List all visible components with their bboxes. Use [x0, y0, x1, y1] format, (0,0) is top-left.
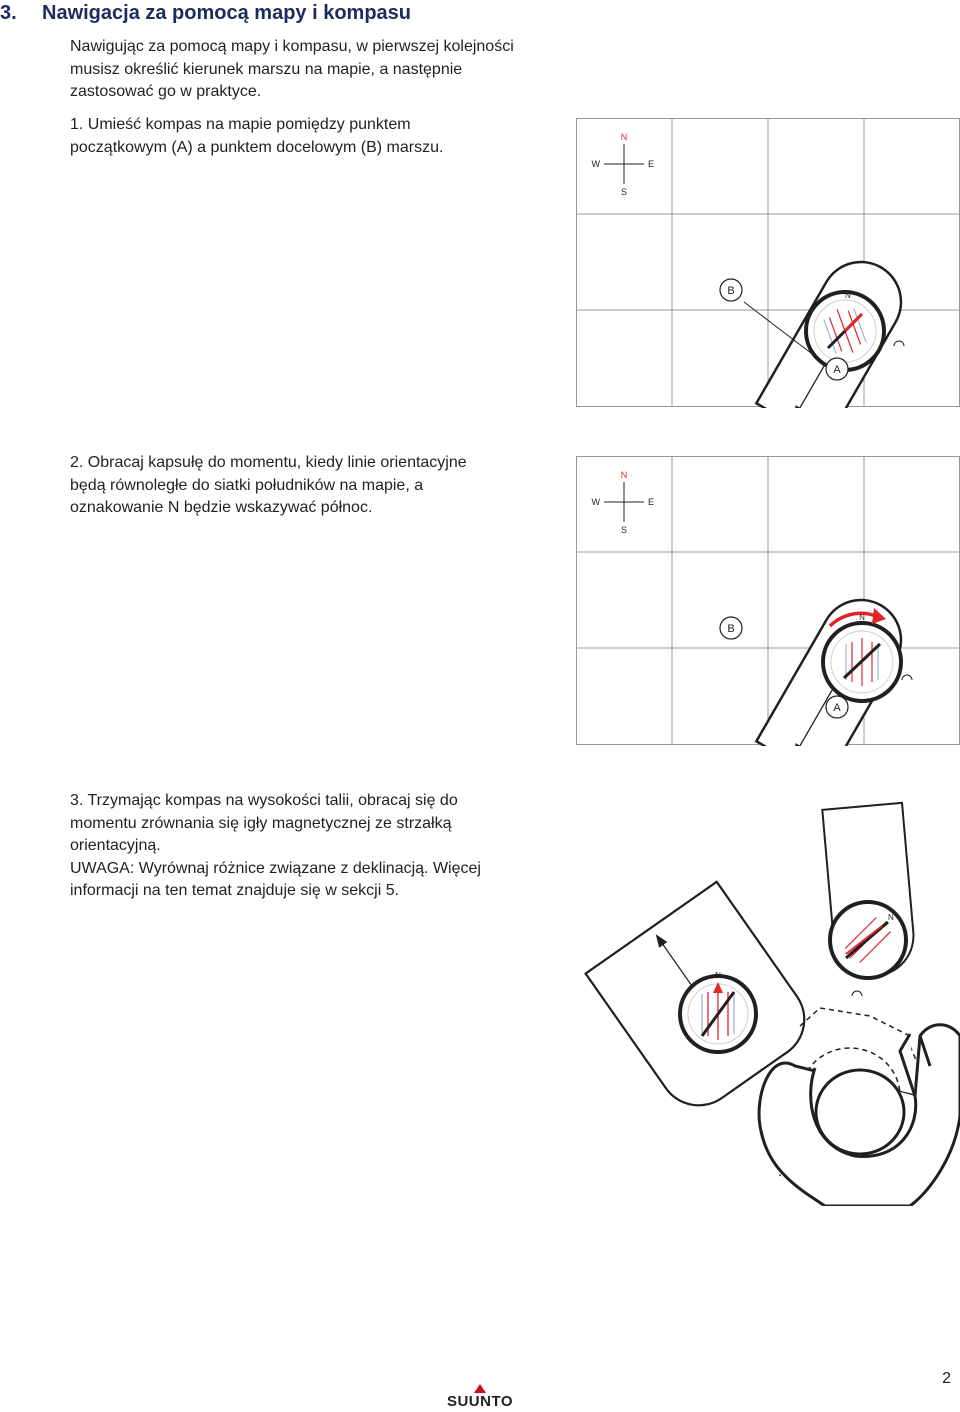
suunto-logo — [440, 1384, 520, 1410]
point-b-marker — [720, 279, 742, 301]
step-line: orientacyjną. — [70, 837, 161, 854]
intro-paragraph — [70, 36, 570, 104]
step-line: będą równoległe do siatki południków na mapie, a — [70, 476, 424, 494]
step-line: oznakowanie N będzie wskazywać północ. — [70, 499, 373, 516]
rose-west-label: W — [591, 497, 600, 507]
step-line: momentu zrównania się igły magnetycznej ze strzałką — [70, 814, 452, 832]
rose-east-label: E — [648, 497, 655, 507]
step-1-text — [70, 114, 540, 159]
rose-west-label: W — [591, 159, 600, 169]
section-number: 3. — [0, 2, 17, 24]
point-a-label: A — [833, 364, 841, 376]
logo-wordmark: SUUNTO — [446, 1393, 514, 1410]
bezel-n-label: N — [888, 913, 894, 922]
step-line: UWAGA: Wyrównaj różnice związane z deklinacją. Więcej — [70, 859, 481, 877]
section-heading — [0, 2, 411, 25]
figure-2-rotate-capsule — [576, 456, 960, 746]
rose-south-label: S — [620, 525, 628, 535]
bezel-n-label: N — [845, 291, 851, 300]
step-2-text — [70, 452, 540, 520]
compass-upright-ghost — [822, 803, 917, 996]
step-line: początkowym (A) a punktem docelowym (B) marszu. — [70, 138, 444, 156]
point-a-label: A — [833, 702, 841, 714]
rose-east-label: E — [648, 159, 655, 169]
compass-rose — [592, 132, 655, 197]
point-a-marker — [826, 696, 848, 718]
intro-line: zastosować go w praktyce. — [70, 83, 262, 100]
point-a-marker — [826, 358, 848, 380]
point-b-label: B — [727, 623, 735, 635]
step-3-text — [70, 790, 540, 903]
page-number: 2 — [942, 1370, 951, 1387]
point-b-label: B — [727, 285, 735, 297]
bezel-n-label: N — [715, 971, 721, 980]
compass-rose — [592, 470, 655, 535]
rose-north-label: N — [620, 132, 628, 142]
figure-3-hold-and-turn — [570, 796, 960, 1206]
figure-1-map-compass — [576, 118, 960, 408]
step-line: 3. Trzymając kompas na wysokości talii, obracaj się do — [70, 792, 458, 809]
map-grid — [576, 456, 960, 745]
bezel-n-label: N — [859, 613, 865, 622]
intro-line: musisz określić kierunek marszu na mapie, a następnie — [70, 60, 463, 78]
logo-triangle-icon — [474, 1384, 486, 1393]
person-head — [816, 1070, 904, 1154]
map-grid — [576, 118, 960, 407]
rose-south-label: S — [620, 187, 628, 197]
point-b-marker — [720, 617, 742, 639]
step-line: 1. Umieść kompas na mapie pomiędzy punktem — [70, 116, 411, 133]
step-line: 2. Obracaj kapsułę do momentu, kiedy linie orientacyjne — [70, 454, 467, 471]
rose-north-label: N — [620, 470, 628, 480]
section-title: Nawigacja za pomocą mapy i kompasu — [42, 2, 412, 24]
intro-line: Nawigując za pomocą mapy i kompasu, w pierwszej kolejności — [70, 38, 514, 55]
step-line: informacji na ten temat znajduje się w sekcji 5. — [70, 882, 400, 899]
